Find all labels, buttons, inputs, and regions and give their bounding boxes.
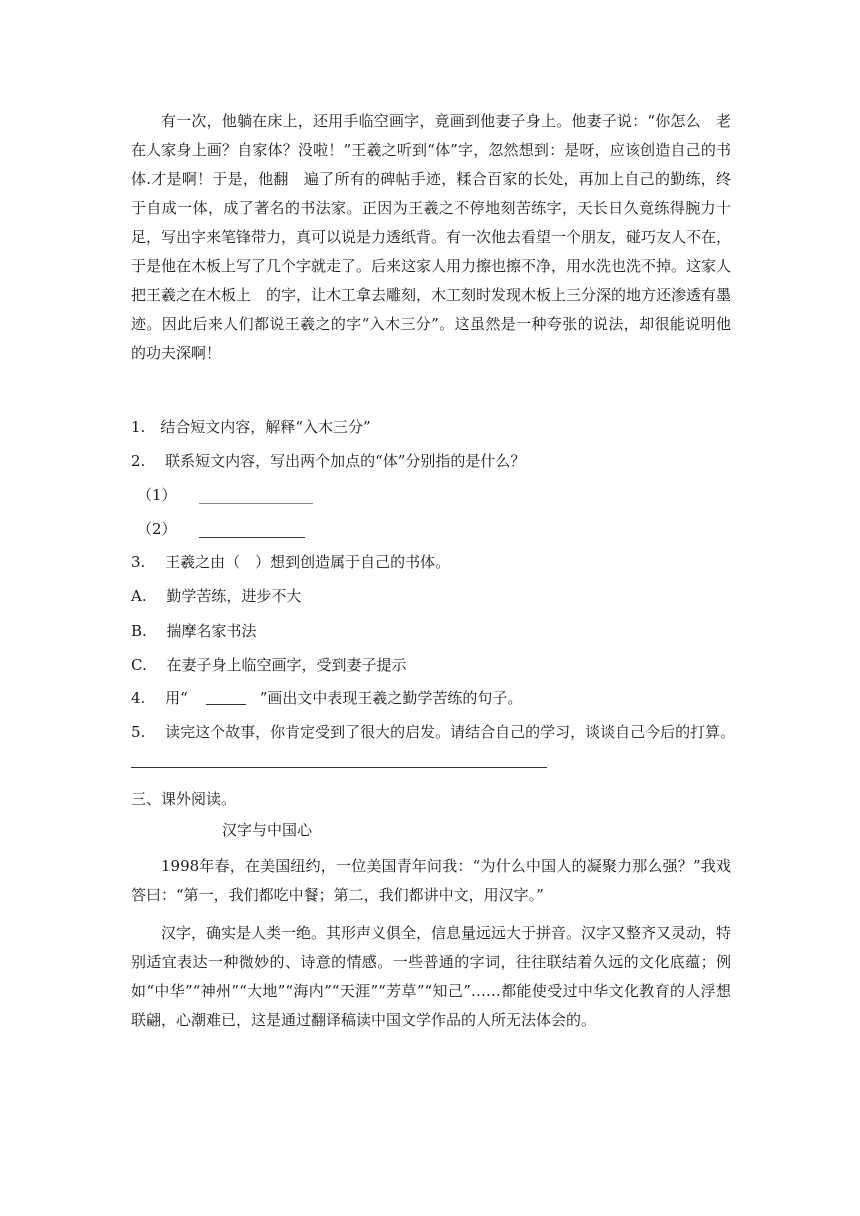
underline-sample xyxy=(206,694,246,705)
question-4-suffix: ”画出文中表现王羲之勤学苦练的句子。 xyxy=(259,689,523,707)
section-3-heading: 三、课外阅读。 xyxy=(131,790,237,808)
answer-2-blank[interactable] xyxy=(199,523,305,538)
answer-rule-line[interactable] xyxy=(131,767,547,768)
answer-1-blank[interactable] xyxy=(199,489,313,504)
answer-line-1 xyxy=(137,485,313,505)
question-2: 2. 联系短文内容，写出两个加点的“体”分别指的是什么？ xyxy=(131,452,526,470)
option-b: B. 揣摩名家书法 xyxy=(131,622,257,640)
passage-paragraph: 有一次，他躺在床上，还用手临空画字，竟画到他妻子身上。他妻子说：“你怎么 老在人家身上画？自家体？没啦！”王羲之听到“体”字，忽然想到：是呀，应该创造自己的书体.才是啊！于是，他翻 遍了所有的碑帖手迹，糅合百家的长处，再加上自己的勤练，终于自成一体，成了著名的书法家。正因为王羲之不停地刻苦练字，天长日久竟练得腕力十足，写出字来笔锋带力，真可以说是力透纸背。有一次他去看望一个朋友，碰巧友人不在，于是他在木板上写了几个字就走了。后来这家人用力擦也擦不净，用水洗也洗不掉。这家人把王羲之在木板上 的字，让木工拿去雕刻，木工刻时发现木板上三分深的地方还渗透有墨迹。因此后来人们都说王羲之的字“入木三分”。这虽然是一种夸张的说法，却很能说明他的功夫深啊！ xyxy=(131,112,732,362)
question-3: 3. 王羲之由（ ）想到创造属于自己的书体。 xyxy=(131,553,451,571)
question-5: 5. 读完这个故事，你肯定受到了很大的启发。请结合自己的学习，谈谈自己今后的打算。 xyxy=(131,723,736,741)
article-title: 汉字与中国心 xyxy=(222,821,313,839)
question-4 xyxy=(131,688,522,708)
question-1: 1. 结合短文内容，解释“入木三分” xyxy=(131,418,371,436)
answer-line-2 xyxy=(137,519,305,539)
article-paragraph-1: 1998年春，在美国纽约，一位美国青年问我：“为什么中国人的凝聚力那么强？”我戏答曰：“第一，我们都吃中餐；第二，我们都讲中文，用汉字。” xyxy=(131,857,731,904)
question-4-prefix: 4. 用“ xyxy=(131,689,188,707)
option-c: C. 在妻子身上临空画字，受到妻子提示 xyxy=(131,656,407,674)
answer-2-label: （2） xyxy=(137,520,177,538)
answer-1-label: （1） xyxy=(137,486,177,504)
option-a: A. 勤学苦练，进步不大 xyxy=(131,587,302,605)
article-paragraph-2: 汉字，确实是人类一绝。其形声义俱全，信息量远远大于拼音。汉字又整齐又灵动，特别适宜表达一种微妙的、诗意的情感。一些普通的字词，往往联结着久远的文化底蕴；例如“中华”“神州”“大地”“海内”“天涯”“芳草”“知己”……都能使受过中华文化教育的人浮想联翩，心潮难已，这是通过翻译稿读中国文学作品的人所无法体会的。 xyxy=(131,924,732,1029)
